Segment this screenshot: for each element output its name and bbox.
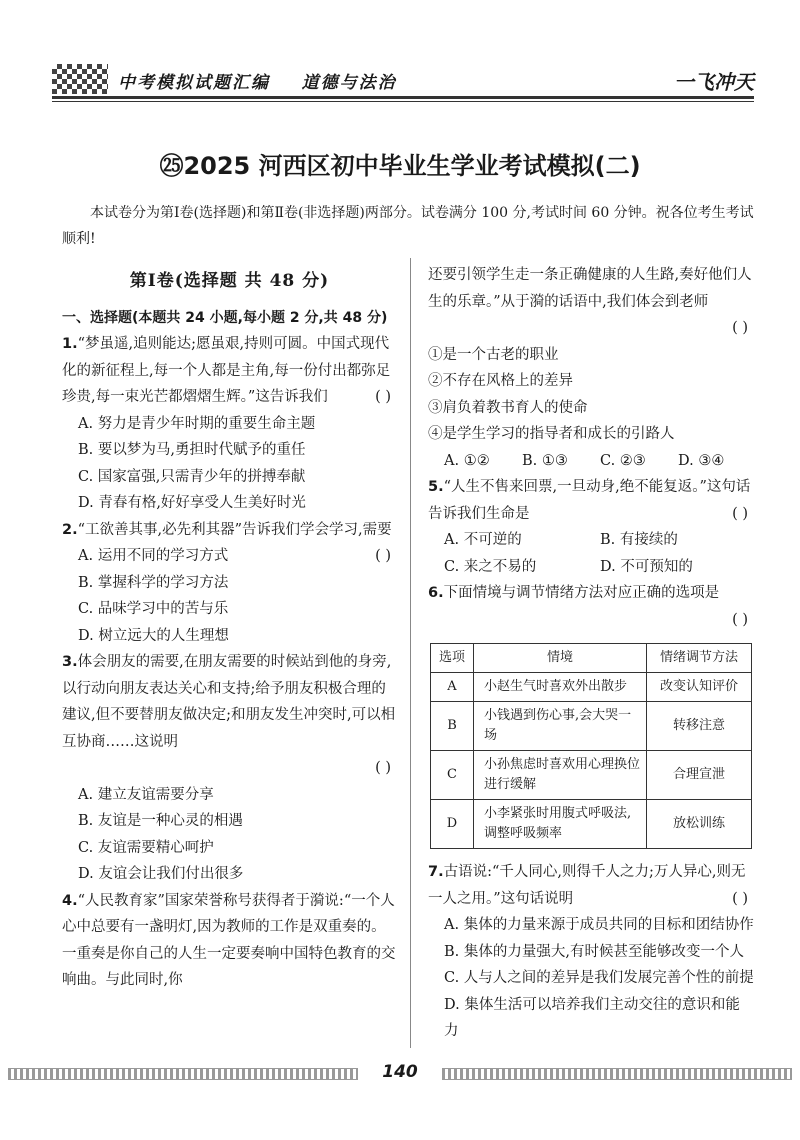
options-row-2	[428, 554, 754, 581]
question-1	[62, 331, 397, 517]
question-7	[428, 859, 754, 1045]
table-cell: C	[431, 751, 474, 800]
question-stem: 下面情境与调节情绪方法对应正确的选项是	[443, 585, 720, 601]
question-stem: 古语说:“千人同心,则得千人之力;万人异心,则无一人之用。”这句话说明	[428, 864, 746, 907]
question-2	[62, 517, 397, 650]
option-d: D. 青春有格,好好享受人生美好时光	[78, 495, 306, 511]
page-header	[52, 62, 754, 98]
header-rule	[52, 96, 754, 102]
option-b: B. 要以梦为马,勇担时代赋予的重任	[78, 442, 306, 458]
answer-blank: ( )	[732, 611, 748, 628]
option-b: B. 有接续的	[600, 532, 678, 548]
option-b: B. ①③	[522, 452, 568, 469]
option-d: D. 树立远大的人生理想	[78, 627, 229, 644]
options-row	[428, 448, 754, 475]
option-d: D. 集体生活可以培养我们主动交往的意识和能力	[444, 996, 740, 1039]
footer-border-right	[442, 1068, 792, 1080]
question-6	[428, 580, 754, 849]
exam-title: ㉕2025 河西区初中毕业生学业考试模拟(二)	[159, 152, 641, 180]
option-b: B. 掌握科学的学习方法	[78, 574, 229, 591]
table-cell: 小李紧张时用腹式呼吸法,调整呼吸频率	[474, 800, 647, 849]
column-divider	[410, 258, 411, 1048]
table-row	[431, 751, 752, 800]
option-a: A. 集体的力量来源于成员共同的目标和团结协作	[444, 917, 754, 933]
question-stem-part2: 还要引领学生走一条正确健康的人生路,奏好他们人生的乐章。”从于漪的话语中,我们体会到老师	[428, 267, 752, 310]
option-a: A. ①②	[444, 452, 490, 469]
option-b: B. 友谊是一种心灵的相遇	[78, 813, 243, 829]
right-column	[428, 262, 754, 1045]
answer-blank: ( )	[732, 320, 748, 336]
table-cell: D	[431, 800, 474, 849]
answer-blank: ( )	[375, 389, 391, 405]
exam-instructions: 本试卷分为第Ⅰ卷(选择题)和第Ⅱ卷(非选择题)两部分。试卷满分 100 分,考试时间 60 分钟。祝各位考生考试顺利!	[62, 205, 754, 247]
question-3	[62, 649, 397, 888]
table-cell: 转移注意	[647, 702, 752, 751]
option-c: C. 人与人之间的差异是我们发展完善个性的前提	[444, 970, 754, 986]
statement-2: ②不存在风格上的差异	[428, 373, 573, 389]
option-d: D. ③④	[678, 452, 725, 469]
question-4-continued	[428, 262, 754, 474]
table-header: 情绪调节方法	[647, 644, 752, 673]
question-number: 1.	[62, 336, 78, 352]
question-number: 2.	[62, 521, 78, 538]
option-a: A. 不可逆的	[444, 532, 522, 548]
question-number: 3.	[62, 654, 78, 670]
option-b: B. 集体的力量强大,有时候甚至能够改变一个人	[444, 943, 744, 960]
option-c: C. 品味学习中的苦与乐	[78, 601, 229, 617]
section-subtitle: 一、选择题(本题共 24 小题,每小题 2 分,共 48 分)	[62, 309, 388, 326]
question-stem: “工欲善其事,必先利其器”告诉我们学会学习,需要	[77, 521, 392, 538]
question-5	[428, 474, 754, 580]
option-a: A. 运用不同的学习方式	[78, 548, 229, 564]
answer-blank: ( )	[375, 760, 391, 776]
table-row	[431, 800, 752, 849]
question-stem: 体会朋友的需要,在朋友需要的时候站到他的身旁,以行动向朋友表达关心和支持;给予朋友积极合理的建议,但不要替朋友做决定;和朋友发生冲突时,可以相互协商……这说明	[62, 654, 396, 750]
table-cell: 改变认知评价	[647, 673, 752, 702]
option-d: D. 不可预知的	[600, 558, 693, 575]
page-footer	[0, 1054, 800, 1094]
option-a: A. 努力是青少年时期的重要生命主题	[78, 415, 316, 432]
table-cell: 放松训练	[647, 800, 752, 849]
statement-3: ③肩负着教书育人的使命	[428, 399, 588, 416]
table-cell: B	[431, 702, 474, 751]
statement-1: ①是一个古老的职业	[428, 346, 559, 363]
table-row	[431, 702, 752, 751]
page-number: 140	[360, 1054, 440, 1090]
question-stem-part1: “人民教育家”国家荣誉称号获得者于漪说:“一个人心中总要有一盏明灯,因为教师的工作是双重奏的。一重奏是你自己的人生一定要奏响中国特色教育的交响曲。与此同时,你	[62, 892, 396, 988]
question-stem: “人生不售来回票,一旦动身,绝不能复返。”这句话告诉我们生命是	[428, 479, 751, 522]
question-number: 7.	[428, 864, 444, 880]
table-cell: 小赵生气时喜欢外出散步	[474, 673, 647, 702]
option-c: C. ②③	[600, 452, 646, 469]
table-cell: 小孙焦虑时喜欢用心理换位进行缓解	[474, 751, 647, 800]
question-number: 5.	[428, 479, 444, 495]
option-d: D. 友谊会让我们付出很多	[78, 866, 244, 882]
options-row-1	[428, 527, 754, 554]
answer-blank: ( )	[732, 890, 748, 907]
option-c: C. 国家富强,只需青少年的拼搏奉献	[78, 468, 306, 485]
question-4	[62, 888, 397, 994]
question-number: 6.	[428, 585, 444, 601]
emotion-regulation-table	[430, 643, 752, 849]
option-c: C. 来之不易的	[444, 558, 537, 575]
option-c: C. 友谊需要精心呵护	[78, 839, 214, 856]
answer-blank: ( )	[732, 505, 748, 522]
table-cell: 小钱遇到伤心事,会大哭一场	[474, 702, 647, 751]
table-cell: 合理宣泄	[647, 751, 752, 800]
table-header: 情境	[474, 644, 647, 673]
table-cell: A	[431, 673, 474, 702]
question-stem: “梦虽遥,追则能达;愿虽艰,持则可圆。中国式现代化的新征程上,每一个人都是主角,每一份付出都弥足珍贵,每一束光芒都熠熠生辉。”这告诉我们	[62, 336, 391, 405]
series-title: 中考模拟试题汇编 道德与法治	[118, 73, 397, 93]
question-number: 4.	[62, 892, 78, 909]
table-row	[431, 673, 752, 702]
answer-blank: ( )	[375, 548, 391, 564]
brand-logo: 一飞冲天	[674, 70, 754, 94]
checker-pattern-decoration	[52, 64, 108, 94]
left-column	[62, 262, 397, 994]
section-title: 第Ⅰ卷(选择题 共 48 分)	[129, 271, 330, 291]
table-header-row	[431, 644, 752, 673]
footer-border-left	[8, 1068, 358, 1080]
option-a: A. 建立友谊需要分享	[78, 786, 214, 803]
table-header: 选项	[431, 644, 474, 673]
statement-4: ④是学生学习的指导者和成长的引路人	[428, 426, 675, 442]
